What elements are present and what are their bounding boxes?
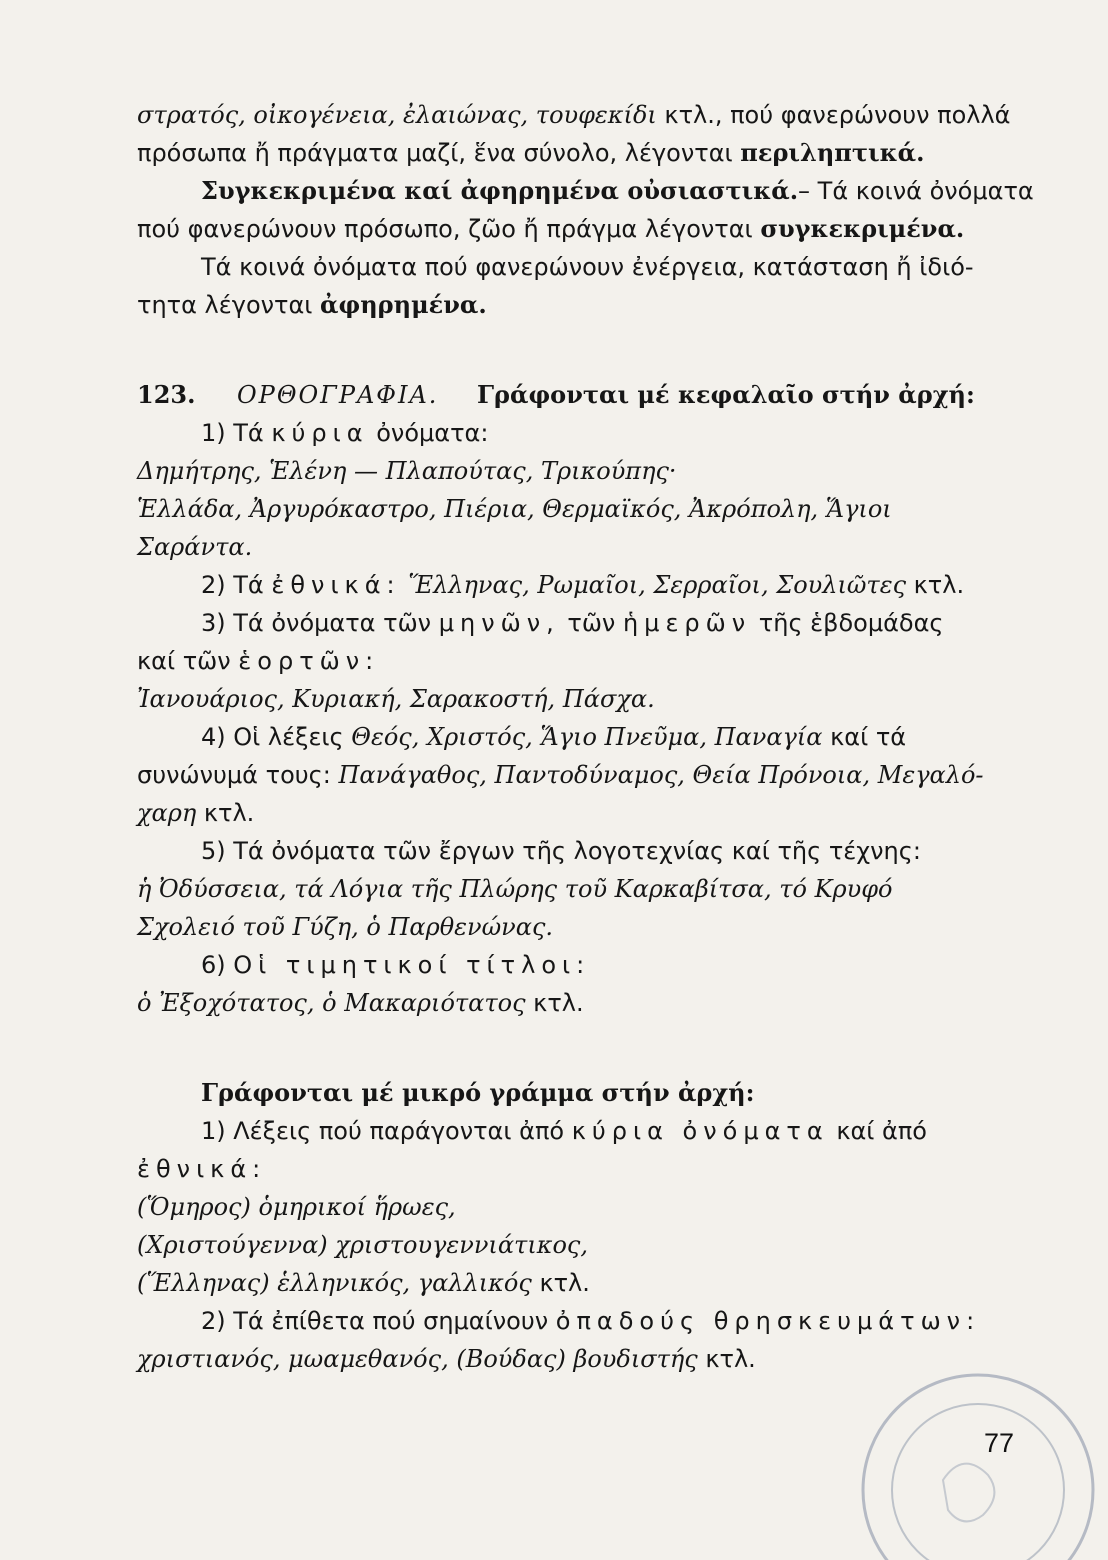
lower-item1-example2: (Χριστούγεννα) χριστουγεννιάτικος, <box>137 1231 588 1259</box>
text: κτλ. <box>906 571 965 599</box>
para2-line2 <box>137 210 997 248</box>
text: – Τά κοινά ὀνόματα <box>798 177 1034 205</box>
text: 2) Τά ἐπίθετα πού σημαίνουν <box>201 1307 556 1335</box>
item1-example1: Δημήτρης, Ἑλένη — Πλαπούτας, Τρικούπης· <box>137 457 677 485</box>
spaced-term: ἡμερῶν <box>622 609 752 637</box>
italic-examples: Ἕλληνας, Ρωμαῖοι, Σερραῖοι, Σουλιῶτες <box>400 571 907 599</box>
item2-line <box>137 566 997 604</box>
spaced-term: ἐθνικά: <box>137 1155 267 1183</box>
spaced-term: ἑορτῶν: <box>238 647 380 675</box>
item5-line1: 5) Τά ὀνόματα τῶν ἔργων τῆς λογοτεχνίας καί τῆς τέχνης: <box>201 837 921 865</box>
item3-line1 <box>137 604 997 642</box>
text: τητα λέγονται <box>137 291 321 319</box>
spaced-term: ἐθνικά: <box>271 571 401 599</box>
section-subtitle: Γράφονται μέ κεφαλαῖο στήν ἀρχή: <box>477 380 975 409</box>
text: συνώνυμά τους: <box>137 761 339 789</box>
text: πρόσωπα ἤ πράγματα μαζί, ἕνα σύνολο, λέγονται <box>137 139 741 167</box>
text: καί τά <box>822 723 907 751</box>
para2-line1 <box>137 172 1034 210</box>
italic-examples: Θεός, Χριστός, Ἅγιο Πνεῦμα, Παναγία <box>351 723 823 751</box>
lower-item1-example1: (Ὅμηρος) ὁμηρικοί ἥρωες, <box>137 1193 456 1221</box>
text: κτλ. <box>196 799 255 827</box>
text: καί ἀπό <box>828 1117 927 1145</box>
text: Τά κοινά ὀνόματα πού φανερώνουν ἐνέργεια, κατάσταση ἤ ἰδιό- <box>201 253 974 281</box>
text: πού φανερώνουν πρόσωπο, ζῶο ἤ πράγμα λέγονται <box>137 215 761 243</box>
text: κτλ. <box>697 1345 756 1373</box>
text: κτλ. <box>525 989 584 1017</box>
para1-line2 <box>137 134 997 172</box>
text: 2) Τά <box>201 571 272 599</box>
term-concrete: συγκεκριμένα. <box>760 214 965 243</box>
italic-examples: στρατός, οἰκογένεια, ἐλαιώνας, τουφεκίδι <box>137 101 657 129</box>
term-abstract: ἀφηρημένα. <box>320 290 487 319</box>
item1-line1 <box>137 414 997 452</box>
lower-item1-example3 <box>137 1264 997 1302</box>
para2-line4 <box>137 286 997 324</box>
page-number: 77 <box>984 1428 1015 1458</box>
text: τῶν <box>559 609 623 637</box>
item4-line3 <box>137 794 997 832</box>
item1-example3: Σαράντα. <box>137 533 253 561</box>
item6-example <box>137 984 997 1022</box>
item5-example1: ἡ Ὀδύσσεια, τά Λόγια τῆς Πλώρης τοῦ Καρκαβίτσα, τό Κρυφό <box>137 875 893 903</box>
heading-concrete-abstract: Συγκεκριμένα καί ἀφηρημένα οὐσιαστικά. <box>201 176 799 205</box>
lower-item1-line1 <box>137 1112 997 1150</box>
item5-example2: Σχολειό τοῦ Γύζη, ὁ Παρθενώνας. <box>137 913 554 941</box>
text: καί τῶν <box>137 647 239 675</box>
item4-line1 <box>137 718 997 756</box>
para1-line1 <box>137 96 1011 134</box>
text: τῆς ἑβδομάδας <box>751 609 944 637</box>
item4-line2 <box>137 756 997 794</box>
spaced-term: ὀπαδούς θρησκευμάτων: <box>555 1307 981 1335</box>
section-number: 123. <box>137 380 196 409</box>
item3-example: Ἰανουάριος, Κυριακή, Σαρακοστή, Πάσχα. <box>137 685 655 713</box>
item1-example2: Ἑλλάδα, Ἀργυρόκαστρο, Πιέρια, Θερμαϊκός, Ἀκρόπολη, Ἅγιοι <box>137 495 892 523</box>
spaced-term: Οἱ τιμητικοί τίτλοι: <box>233 951 591 979</box>
heading-lowercase: Γράφονται μέ μικρό γράμμα στήν ἀρχή: <box>201 1078 755 1107</box>
section-heading <box>137 376 997 414</box>
italic-examples: ὁ Ἐξοχότατος, ὁ Μακαριότατος <box>137 989 526 1017</box>
text: 6) <box>201 951 234 979</box>
text: 1) Λέξεις πού παράγονται ἀπό <box>201 1117 572 1145</box>
page-body <box>137 96 1034 1378</box>
text: κτλ. <box>531 1269 590 1297</box>
library-stamp-icon <box>848 1360 1108 1560</box>
italic-examples: (Ἕλληνας) ἑλληνικός, γαλλικός <box>137 1269 532 1297</box>
italic-examples: χριστιανός, μωαμεθανός, (Βούδας) βουδιστής <box>137 1345 698 1373</box>
italic-examples: χαρη <box>137 799 197 827</box>
item3-line2 <box>137 642 997 680</box>
para2-line3 <box>137 248 997 286</box>
item6-line1 <box>137 946 997 984</box>
lower-item1-line2 <box>137 1150 997 1188</box>
lowercase-heading <box>137 1074 997 1112</box>
spaced-term: κύρια <box>271 419 369 447</box>
text: 4) Οἱ λέξεις <box>201 723 352 751</box>
spaced-term: κύρια ὀνόματα <box>571 1117 829 1145</box>
term-collective: περιληπτικά. <box>740 138 925 167</box>
section-title: ΟΡΘΟΓΡΑΦΙΑ. <box>237 381 439 409</box>
text: κτλ., πού φανερώνουν πολλά <box>656 101 1011 129</box>
text: 1) Τά <box>201 419 272 447</box>
italic-examples: Πανάγαθος, Παντοδύναμος, Θεία Πρόνοια, Μεγαλό- <box>338 761 984 789</box>
lower-item2-line1 <box>137 1302 997 1340</box>
text: ὀνόματα: <box>368 419 489 447</box>
spaced-term: μηνῶν, <box>438 609 560 637</box>
text: 3) Τά ὀνόματα τῶν <box>201 609 439 637</box>
